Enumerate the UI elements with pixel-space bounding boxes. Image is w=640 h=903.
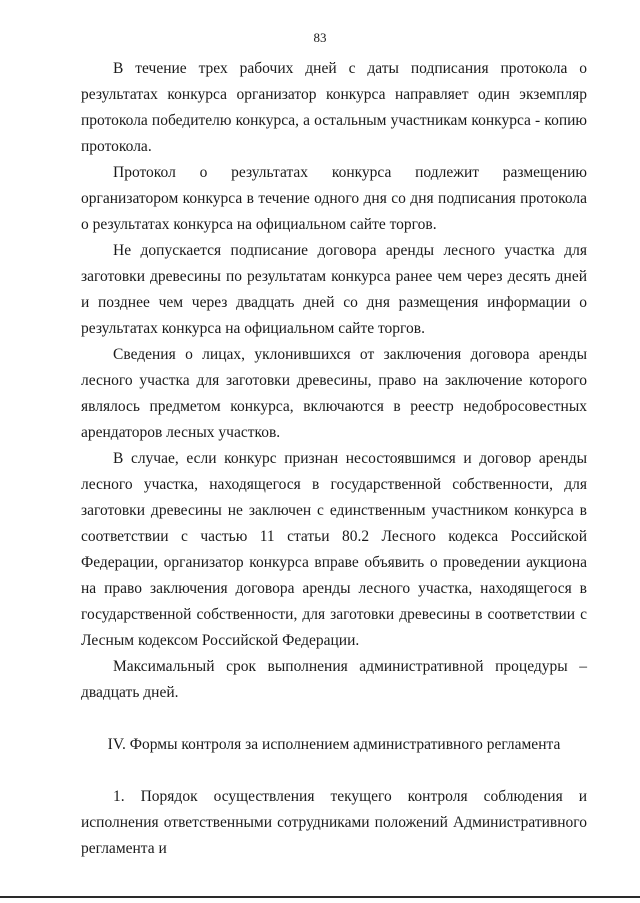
bottom-scan-edge <box>0 896 640 898</box>
paragraph-control-procedure: 1. Порядок осуществления текущего контроля соблюдения и исполнения ответственными сотрудниками положений Административного регламента и <box>81 788 587 857</box>
paragraph-unfair-tenants-registry: Сведения о лицах, уклонившихся от заключения договора аренды лесного участка для заготовки древесины, право на заключение которого являлось предметом конкурса, включаются в реестр недобросовестных арендаторов лесных участков. <box>81 346 587 441</box>
section-heading: IV. Формы контроля за исполнением административного регламента <box>107 736 561 753</box>
paragraph-protocol-publication: Протокол о результатах конкурса подлежит размещению организатором конкурса в течение одного дня со дня подписания протокола о результатах конкурса на официальном сайте торгов. <box>81 164 587 233</box>
paragraph-max-duration: Максимальный срок выполнения административной процедуры – двадцать дней. <box>81 658 587 701</box>
paragraph-protocol-copies: В течение трех рабочих дней с даты подписания протокола о результатах конкурса организатор конкурса направляет один экземпляр протокола победителю конкурса, а остальным участникам конкурса - копию протокола. <box>81 60 587 155</box>
paragraph-failed-tender: В случае, если конкурс признан несостоявшимся и договор аренды лесного участка, находящегося в государственной собственности, для заготовки древесины не заключен с единственным участником конкурса в соответствии с частью 11 статьи 80.2 Лесного кодекса Российской Федерации, организатор конкурса вправе объявить о проведении аукциона на право заключения договора аренды лесного участка, находящегося в государственной собственности, для заготовки древесины в соответствии с Лесным кодексом Российской Федерации. <box>81 450 587 649</box>
page-number: 83 <box>313 30 327 45</box>
document-body <box>81 56 587 862</box>
paragraph-contract-signing-terms: Не допускается подписание договора аренды лесного участка для заготовки древесины по результатам конкурса ранее чем через десять дней и позднее чем через двадцать дней со дня размещения информации о результатах конкурса на официальном сайте торгов. <box>81 242 587 337</box>
